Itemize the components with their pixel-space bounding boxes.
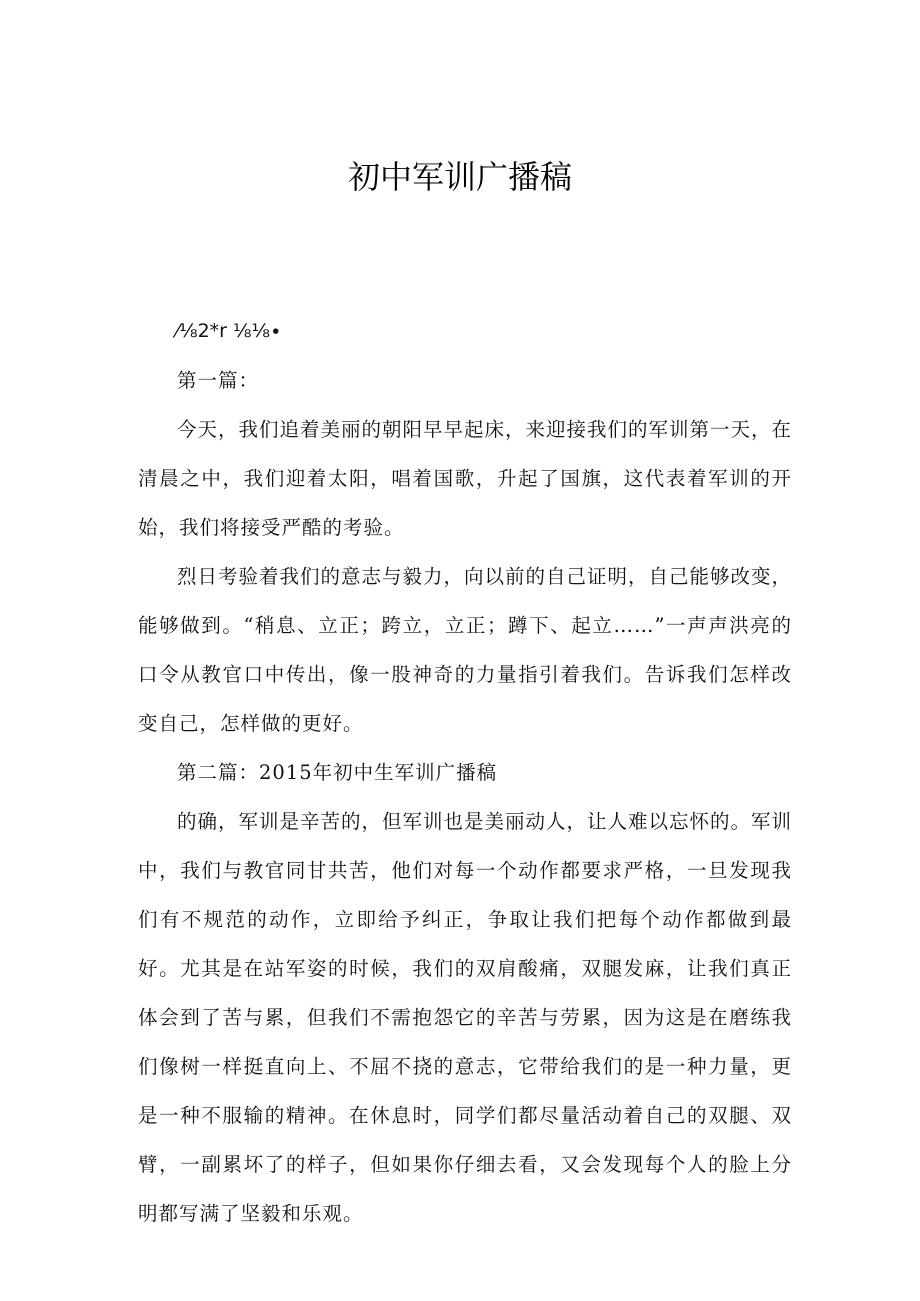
section-heading-2: 第二篇：2015年初中生军训广播稿 [177, 761, 498, 784]
paragraph-3: 的确，军训是辛苦的，但军训也是美丽动人，让人难以忘怀的。军训中，我们与教官同甘共苦，他们对每一个动作都要求严格，一旦发现我们有不规范的动作，立即给予纠正，争取让我们把每个动作都做到最好。尤其是在站军姿的时候，我们的双肩酸痛，双腿发麻，让我们真正体会到了苦与累，但我们不需抱怨它的辛苦与劳累，因为这是在磨练我们像树一样挺直向上、不屈不挠的意志，它带给我们的是一种力量，更是一种不服输的精神。在休息时，同学们都尽量活动着自己的双腿、双臂，一副累坏了的样子，但如果你仔细去看，又会发现每个人的脸上分明都写满了坚毅和乐观。 [138, 810, 793, 1225]
paragraph-1: 今天，我们追着美丽的朝阳早早起床，来迎接我们的军训第一天，在清晨之中，我们迎着太阳，唱着国歌，升起了国旗，这代表着军训的开始，我们将接受严酷的考验。 [138, 418, 793, 539]
section-heading-1: 第一篇： [177, 369, 260, 392]
paragraph-2: 烈日考验着我们的意志与毅力，向以前的自己证明，自己能够改变，能够做到。“稍息、立正；跨立，立正；蹲下、起立……”一声声洪亮的口令从教官口中传出，像一股神奇的力量指引着我们。告诉我们怎样改变自己，怎样做的更好。 [138, 565, 793, 735]
garbled-line: ⁄⅛2*r ⅛⅛∙ [176, 320, 282, 342]
document-title: 初中军训广播稿 [347, 158, 572, 196]
document-body [138, 307, 792, 1238]
